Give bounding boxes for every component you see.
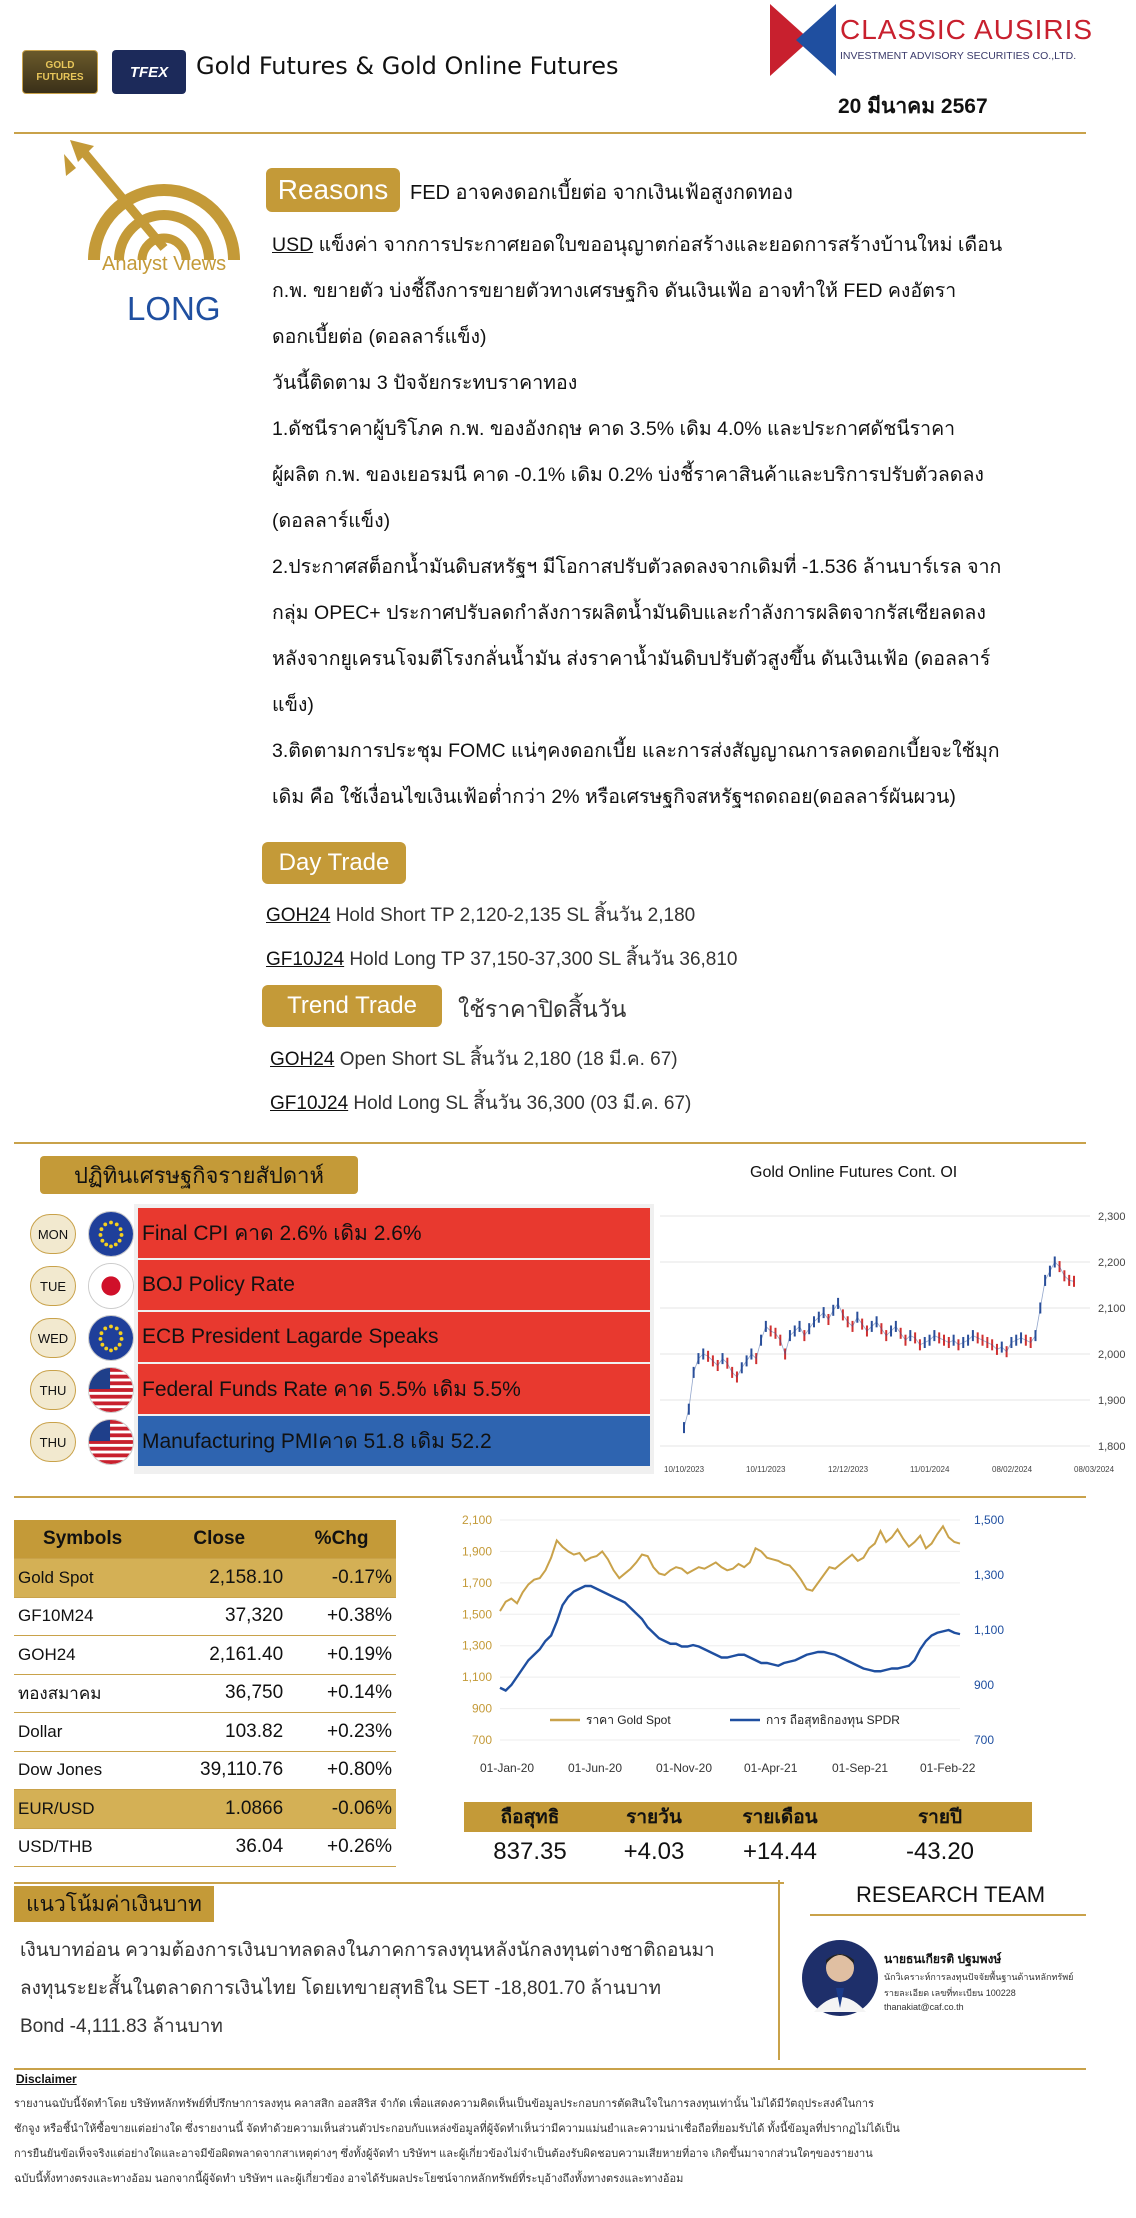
reasons-body [272,222,1132,820]
day-label: THU [30,1370,76,1410]
target-arrow-icon [64,140,244,270]
day-trade-row: GF10J24 Hold Long TP 37,150-37,300 SL สิ้นวัน 36,810 [266,949,738,970]
trade-symbol: GF10J24 [270,1093,349,1114]
y-right-tick-label: 1,100 [974,1623,1005,1637]
spdr-header: รายวัน [596,1802,712,1832]
calendar-row [30,1260,134,1312]
table-row: GF10M24 37,320 +0.38% [14,1597,396,1636]
eu-flag-icon [88,1315,134,1361]
x-tick-label: 01-Feb-22 [920,1761,976,1775]
event-item: ECB President Lagarde Speaks [138,1312,650,1362]
spdr-value: -43.20 [905,1838,975,1865]
x-tick-label: 08/03/2024 [1074,1465,1115,1474]
table-header-row [14,1520,396,1559]
y-right-tick-label: 700 [974,1733,995,1747]
company-subtitle: INVESTMENT ADVISORY SECURITIES CO.,LTD. [840,50,1077,62]
disclaimer-line: การยืนยันข้อเท็จจริงแต่อย่างใดและอาจมีข้อผิดพลาดจากสาเหตุต่างๆ ซึ่งทั้งผู้จัดทำ บริษัทฯ และผู้เกี่ยวข้องไม่จำเป็นต้องรับผิดชอบความเสียหายที่อาจ เกิดขึ้นมาจากส่วนใดๆของรายงาน [14,2148,873,2160]
col-header: %Chg [287,1520,396,1559]
y-left-tick-label: 1,500 [461,1607,492,1622]
disclaimer-line: รายงานฉบับนี้จัดทำโดย บริษัทหลักทรัพย์ที่ปรึกษาการลงทุน คลาสสิก ออสสิริส จำกัด เพื่อแสดงความคิดเห็นเป็นข้อมูลประกอบการตัดสินใจในการลงทุนเท่านั้น ไม่ได้มีวัตถุประสงค์ในการ [14,2098,874,2110]
spdr-holdings-line [500,1586,960,1691]
report-date: 20 มีนาคม 2567 [838,95,988,118]
reasons-tag: Reasons [266,168,400,212]
usd-link: USD [272,234,314,256]
japan-flag-icon [88,1263,134,1309]
us-flag-icon [88,1367,134,1413]
analyst-email: thanakiat@caf.co.th [884,2002,964,2012]
y-tick-label: 1,900 [1098,1395,1126,1407]
spdr-header: รายปี [848,1802,1032,1832]
event-item: Federal Funds Rate คาด 5.5% เดิม 5.5% [138,1364,650,1414]
research-title-underline [810,1914,1086,1916]
calendar-title: ปฏิทินเศรษฐกิจรายสัปดาห์ [40,1156,358,1194]
reason-line: (ดอลลาร์แข็ง) [272,510,391,532]
analyst-name: นายธนเกียรติ ปฐมพงษ์ [884,1952,1002,1966]
y-right-tick-label: 1,500 [974,1513,1005,1527]
reason-line: เดิม คือ ใช้เงื่อนไขเงินเฟ้อต่ำกว่า 2% หรือเศรษฐกิจสหรัฐฯถดถอย(ดอลลาร์ผันผวน) [272,786,956,808]
reason-line: ดอกเบี้ยต่อ (ดอลลาร์แข็ง) [272,326,487,348]
trade-symbol: GOH24 [270,1049,335,1070]
y-tick-label: 2,200 [1098,1257,1126,1269]
reason-line: แข็ง) [272,694,314,716]
table-row: Gold Spot 2,158.10 -0.17% [14,1559,396,1598]
trade-symbol: GOH24 [266,905,331,926]
table-row: USD/THB 36.04 +0.26% [14,1828,396,1867]
analyst-views-label: Analyst Views [102,253,227,275]
y-tick-label: 2,300 [1098,1211,1126,1223]
calendar-row [30,1208,134,1260]
reason-line: ผู้ผลิต ก.พ. ของเยอรมนี คาด -0.1% เดิม 0.2% บ่งชี้ราคาสินค้าและบริการปรับตัวลดลง [272,464,984,486]
y-tick-label: 1,800 [1098,1441,1126,1453]
research-divider [778,1880,780,2060]
section-divider [14,2068,1086,2070]
table-row: Dollar 103.82 +0.23% [14,1713,396,1752]
x-tick-label: 01-Nov-20 [656,1761,713,1775]
spdr-header: ถือสุทธิ [464,1802,596,1832]
symbols-table [14,1520,396,1867]
event-item: BOJ Policy Rate [138,1260,650,1310]
reason-line: หลังจากยูเครนโจมตีโรงกลั่นน้ำมัน ส่งราคาน้ำมันดิบปรับตัวสูงขึ้น ดันเงินเฟ้อ (ดอลลาร์ [272,648,991,670]
legend-label: ราคา Gold Spot [586,1713,671,1727]
trend-trade-row: GF10J24 Hold Long SL สิ้นวัน 36,300 (03 มี.ค. 67) [270,1093,692,1114]
disclaimer-title: Disclaimer [16,2072,77,2086]
reason-line: วันนี้ติดตาม 3 ปัจจัยกระทบราคาทอง [272,372,578,394]
reason-line: USD แข็งค่า จากการประกาศยอดใบขออนุญาตก่อสร้างและยอดการสร้างบ้านใหม่ เดือน [272,234,1003,256]
table-row: ทองสมาคม 36,750 +0.14% [14,1674,396,1713]
trend-trade-row: GOH24 Open Short SL สิ้นวัน 2,180 (18 มี.ค. 67) [270,1049,678,1070]
baht-line: ลงทุนระยะสั้นในตลาดการเงินไทย โดยเทขายสุทธิใน SET -18,801.70 ล้านบาท [20,1978,661,1999]
calendar-row [30,1364,134,1416]
calendar-row [30,1416,134,1468]
y-right-tick-label: 900 [974,1678,995,1692]
disclaimer-line: ฉบับนี้ทั้งทางตรงและทางอ้อม นอกจากนี้ผู้จัดทำ บริษัทฯ และผู้เกี่ยวข้อง อาจได้รับผลประโยชน์จากหลักทรัพย์ที่ระบุอ้างถึงทั้งทางตรงและทางอ้อม [14,2173,684,2185]
header-divider [14,132,1086,134]
gold-futures-logo-text: GOLD FUTURES [36,60,84,83]
tfex-logo-text: TFEX [129,63,169,81]
x-tick-label: 10/11/2023 [746,1465,786,1474]
eu-flag-icon [88,1211,134,1257]
x-tick-label: 01-Jan-20 [480,1761,535,1775]
legend-label: การ ถือสุทธิกองทุน SPDR [766,1713,900,1727]
oi-chart-title: Gold Online Futures Cont. OI [750,1164,958,1181]
table-row: GOH24 2,161.40 +0.19% [14,1636,396,1675]
x-tick-label: 10/10/2023 [664,1465,705,1474]
day-label: TUE [30,1266,76,1306]
day-label: MON [30,1214,76,1254]
tfex-logo [112,50,186,94]
analyst-license: รายละเอียด เลขที่ทะเบียน 100228 [884,1988,1016,1998]
trade-symbol: GF10J24 [266,949,345,970]
classic-ausiris-logo-icon [770,4,836,76]
day-label: WED [30,1318,76,1358]
gold-spdr-chart [440,1510,1040,1780]
oi-chart [650,1196,1130,1486]
x-tick-label: 01-Apr-21 [744,1761,798,1775]
y-left-tick-label: 1,100 [461,1670,492,1685]
x-tick-label: 01-Jun-20 [568,1761,623,1775]
reason-line: กลุ่ม OPEC+ ประกาศปรับลดกำลังการผลิตน้ำมันดิบและกำลังการผลิตจากรัสเซียลดลง [272,602,986,624]
analyst-avatar [800,1938,880,2018]
day-trade-row: GOH24 Hold Short TP 2,120-2,135 SL สิ้นวัน 2,180 [266,905,696,926]
disclaimer-body [14,2092,1124,2192]
gold-futures-logo [22,50,98,94]
analyst-view-value: LONG [127,290,221,327]
y-tick-label: 2,100 [1098,1303,1126,1315]
reason-line: 3.ติดตามการประชุม FOMC แน่ๆคงดอกเบี้ย และการส่งสัญญาณการลดดอกเบี้ยจะใช้มุก [272,740,1000,762]
event-item: Final CPI คาด 2.6% เดิม 2.6% [138,1208,650,1258]
research-title: RESEARCH TEAM [856,1882,1046,1907]
reason-line: 2.ประกาศสต็อกน้ำมันดิบสหรัฐฯ มีโอกาสปรับตัวลดลงจากเดิมที่ -1.536 ล้านบาร์เรล จาก [272,556,1002,578]
baht-line: เงินบาทอ่อน ความต้องการเงินบาทลดลงในภาคการลงทุนหลังนักลงทุนต่างชาติถอนมา [20,1940,715,1961]
y-left-tick-label: 1,900 [461,1544,492,1559]
x-tick-label: 11/01/2024 [910,1465,950,1474]
x-tick-label: 08/02/2024 [992,1465,1033,1474]
y-left-tick-label: 900 [471,1701,492,1716]
analyst-role: นักวิเคราะห์การลงทุนปัจจัยพื้นฐานด้านหลักทรัพย์ [884,1972,1074,1982]
spdr-value: 837.35 [493,1838,567,1865]
spdr-value: +4.03 [623,1838,685,1865]
gold-spot-line [500,1526,960,1611]
reason-line: 1.ดัชนีราคาผู้บริโภค ก.พ. ของอังกฤษ คาด 3.5% เดิม 4.0% และประกาศดัชนีราคา [272,418,956,440]
baht-body [20,1932,715,2046]
y-right-tick-label: 1,300 [974,1568,1005,1582]
section-divider [14,1142,1086,1144]
y-left-tick-label: 1,300 [461,1638,492,1653]
disclaimer-line: ชักจูง หรือชี้นำให้ซื้อขายแต่อย่างใด ซึ่งรายงานนี้ จัดทำด้วยความเห็นส่วนตัวประกอบกับแหล่งข้อมูลที่ผู้จัดทำเห็นว่ามีความแม่นยำและความน่าเชื่อถือที่ยอมรับได้ ทั้งนี้ข้อมูลที่ปรากฏไม่ได้เป็น [14,2123,900,2135]
y-tick-label: 2,000 [1098,1349,1126,1361]
us-flag-icon [88,1419,134,1465]
spdr-header: รายเดือน [712,1802,848,1832]
col-header: Symbols [14,1520,151,1559]
x-tick-label: 12/12/2023 [828,1465,869,1474]
y-left-tick-label: 2,100 [461,1513,492,1527]
table-row: EUR/USD 1.0866 -0.06% [14,1790,396,1829]
day-label: THU [30,1422,76,1462]
baht-title-bar [14,1882,784,1884]
day-trade-tag: Day Trade [262,842,406,884]
y-left-tick-label: 1,700 [461,1575,492,1590]
section-divider [14,1496,1086,1498]
reason-line: ก.พ. ขยายตัว บ่งชี้ถึงการขยายตัวทางเศรษฐกิจ ดันเงินเฟ้อ อาจทำให้ FED คงอัตรา [272,280,957,302]
calendar-row [30,1312,134,1364]
page-title: Gold Futures & Gold Online Futures [196,52,619,80]
x-tick-label: 01-Sep-21 [832,1761,889,1775]
baht-line: Bond -4,111.83 ล้านบาท [20,2016,223,2037]
event-item: Manufacturing PMIคาด 51.8 เดิม 52.2 [138,1416,650,1466]
table-row: Dow Jones 39,110.76 +0.80% [14,1751,396,1790]
y-left-tick-label: 700 [471,1733,492,1747]
col-header: Close [151,1520,287,1559]
spdr-value: +14.44 [742,1838,818,1865]
company-name: CLASSIC AUSIRIS [840,14,1094,45]
reasons-headline: FED อาจคงดอกเบี้ยต่อ จากเงินเฟ้อสูงกดทอง [410,182,793,204]
trend-trade-note: ใช้ราคาปิดสิ้นวัน [458,996,627,1022]
baht-title: แนวโน้มค่าเงินบาท [14,1886,214,1922]
trend-trade-tag: Trend Trade [262,985,442,1027]
